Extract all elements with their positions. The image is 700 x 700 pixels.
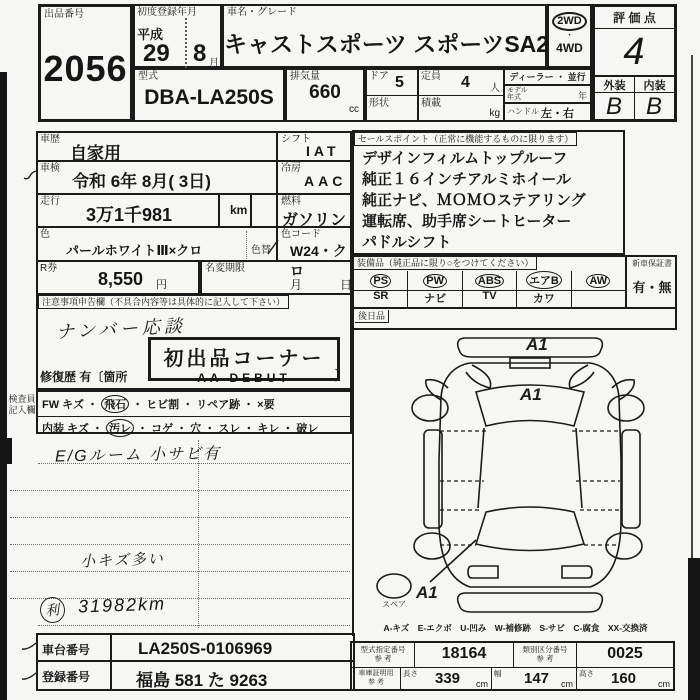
drive-4wd: 4WD: [556, 41, 583, 55]
interior-grade: B: [645, 93, 663, 120]
repair-history-label: 修復歴 有〔箇所: [40, 370, 128, 384]
ac-label: 冷房: [281, 163, 301, 174]
model-desig-value: 18164: [415, 643, 514, 667]
equip-abs-circled: ABS: [475, 274, 504, 288]
equipment-box: [352, 255, 677, 309]
scan-edge-left-blob: [0, 438, 12, 464]
inspector-label2: 記入欄: [8, 405, 36, 415]
sales-point-box: [352, 130, 625, 255]
model-year-cell: [505, 86, 592, 104]
fuel-value: ガソリン: [282, 212, 347, 229]
notice-label: 注意事項申告欄（不具合内容等は具体的に記入して下さい）: [38, 295, 289, 309]
sales-point-line: 純正ナビ、ＭＯＭＯステアリング: [362, 192, 586, 209]
drive-separator: ・: [564, 30, 574, 40]
model-year-label1: モデル: [507, 87, 528, 94]
width-label: 幅: [494, 669, 502, 678]
capacity-value: 4: [461, 74, 470, 91]
equip-ps-circled: PS: [370, 274, 391, 288]
history-label: 車歴: [40, 134, 60, 145]
handwritten-note-small-scratches: 小キズ多い: [79, 550, 166, 571]
damage-mark-rear-left: A1: [416, 583, 438, 602]
dealer-cell: [505, 68, 592, 86]
load-unit: kg: [489, 108, 500, 119]
handwritten-meter-reading: 31982km: [77, 593, 167, 617]
ac-value: AAC: [304, 173, 347, 189]
width-value: 147: [524, 670, 550, 687]
first-registration-box: [133, 4, 222, 68]
damage-legend: A-キズ E-エクボ U-凹み W-補修跡 S-サビ C-腐食 XX-交換済: [383, 623, 648, 633]
plate-number-row: [36, 662, 355, 691]
name-change-day: 日: [340, 278, 353, 292]
chassis-number-value: LA250S-0106969: [138, 639, 273, 658]
car-name-label: 車名・グレード: [227, 7, 297, 18]
spare-tire-label: スペア: [382, 600, 406, 609]
capacity-label: 定員: [421, 71, 441, 82]
equip-pw-circled: PW: [423, 274, 447, 288]
exterior-grade: B: [595, 93, 635, 122]
score-label: 評 価 点: [595, 7, 674, 29]
displacement-box: [285, 68, 365, 122]
mileage-value: 3万1千981: [86, 205, 173, 225]
inspection-row: [36, 162, 352, 195]
car-diagram-area: [352, 330, 677, 636]
auction-number-box: [38, 4, 133, 122]
aa-debut-box: [148, 337, 340, 385]
shape-cell: [365, 96, 419, 122]
sales-point-line: パドルシフト: [362, 234, 452, 251]
first-reg-month-suffix: 月: [209, 58, 219, 69]
color-label: 色: [40, 229, 50, 240]
era-label: 平成: [137, 27, 164, 42]
interior-row-post: ・ コゲ ・ 穴 ・ スレ ・ キレ ・ 破レ: [137, 423, 319, 435]
aa-debut-line2: AA DEBUT: [197, 371, 291, 385]
equip-aw-circled: AW: [586, 274, 610, 288]
score-box: [592, 4, 677, 122]
shift-label: シフト: [281, 134, 311, 145]
color-change-label: 色替: [251, 245, 271, 256]
mileage-label: 走行: [40, 196, 60, 207]
door-label: ドア: [369, 71, 389, 82]
damage-mark-front: A1: [526, 335, 548, 354]
fw-row-post: ・ ヒビ割 ・ リペア跡 ・ ×要: [132, 399, 275, 411]
pen-check-inspection: [22, 168, 38, 182]
warranty-label: 新車保証書: [632, 259, 672, 268]
equip-navi: ナビ: [408, 290, 462, 307]
color-code-label: 色コード: [281, 229, 321, 240]
load-label: 積載: [421, 98, 441, 109]
r-ticket-unit: 円: [156, 279, 167, 291]
fw-flying-stone-circled: 飛石: [101, 395, 129, 413]
displacement-unit: cc: [349, 104, 359, 115]
length-label: 長さ: [403, 669, 418, 678]
inspector-box: [36, 390, 352, 434]
interior-dirt-circled: 汚レ: [106, 419, 134, 437]
scan-edge-right: [688, 558, 700, 700]
handle-cell: [505, 104, 592, 122]
class-no-label1: 類別区分番号: [522, 645, 568, 654]
sales-point-label: セールスポイント（正常に機能するものに限ります）: [354, 132, 577, 146]
shape-label: 形状: [369, 98, 389, 109]
door-cell: [365, 68, 419, 96]
dealer-label: ディーラー ・ 並行: [509, 72, 586, 82]
inspector-label1: 検査員: [8, 394, 36, 404]
r-ticket-value: 8,550: [98, 269, 144, 289]
equipment-label: 装備品（純正品に限り○をつけてください）: [354, 257, 537, 270]
model-desig-label1: 型式指定番号: [360, 645, 406, 654]
auction-number-label: 出品番号: [44, 9, 84, 20]
color-code-value: W24・クロ: [290, 243, 347, 279]
chassis-number-label: 車台番号: [42, 643, 91, 657]
interior-label: 内装: [643, 80, 666, 92]
history-value: 自家用: [70, 144, 121, 163]
interior-row-pre: 内装 キズ ・: [42, 423, 103, 435]
model-code-box: [133, 68, 285, 122]
mileage-unit: km: [230, 203, 248, 217]
model-year-unit: 年: [577, 91, 587, 101]
history-row: [36, 131, 352, 162]
handle-value: 左・右: [541, 108, 574, 120]
fw-row-pre: FW キズ ・: [42, 399, 98, 411]
damage-mark-hood: A1: [520, 385, 542, 404]
height-value: 160: [611, 670, 637, 687]
sales-point-line: デザインフィルムトップルーフ: [362, 150, 568, 167]
sales-point-line: 純正１６インチアルミホイール: [362, 171, 572, 188]
first-reg-month: 8: [193, 40, 207, 67]
model-code-value: DBA-LA250S: [144, 86, 274, 109]
plate-number-value: 福島 581 た 9263: [136, 671, 268, 690]
score-value: 4: [623, 31, 646, 73]
month-cell-divider: [185, 18, 187, 68]
capacity-unit: 人: [490, 83, 500, 94]
capacity-cell: [419, 68, 505, 96]
notice-handwritten: ナンバー応談: [55, 315, 187, 343]
afterparts-box: [352, 309, 677, 330]
equip-tv: TV: [463, 290, 517, 307]
car-top-view-diagram: [354, 330, 679, 620]
notice-box: [36, 295, 352, 390]
repair-history-bracket: 〕: [334, 368, 348, 383]
mileage-row: [36, 195, 352, 228]
height-unit: cm: [658, 679, 670, 689]
class-no-value: 0025: [607, 645, 643, 662]
handle-label: ハンドル: [507, 107, 539, 116]
chassis-number-row: [36, 633, 355, 662]
model-code-label: 型式: [138, 71, 158, 82]
exterior-label: 外装: [595, 77, 635, 92]
height-label: 高さ: [579, 669, 594, 678]
inspector-label-col: [8, 394, 36, 416]
afterparts-label: 後日品: [355, 310, 389, 323]
sales-point-line: 運転席、助手席シートヒーター: [362, 213, 572, 230]
model-year-label2: 年式: [507, 94, 521, 101]
first-reg-year: 29: [143, 40, 170, 67]
displacement-label: 排気量: [290, 71, 320, 82]
length-value: 339: [435, 670, 461, 687]
name-change-month: 月: [290, 278, 303, 292]
class-no-label2: 参 考: [536, 654, 554, 663]
inspection-value: 令和 6年 8月( 3日): [72, 172, 211, 191]
garage-label2: 参 考: [368, 679, 384, 686]
auction-number: 2056: [43, 48, 128, 89]
scan-edge-left: [0, 72, 7, 700]
color-value: パールホワイトⅢ×クロ: [66, 243, 203, 258]
displacement-value: 660: [309, 82, 341, 103]
shift-value: IAT: [306, 143, 340, 159]
name-change-cell: [200, 262, 352, 295]
fuel-label: 燃料: [281, 196, 301, 207]
plate-number-label: 登録番号: [42, 670, 91, 684]
equip-sr: SR: [354, 290, 408, 307]
inspection-label: 車検: [40, 163, 60, 174]
model-desig-label2: 参 考: [374, 654, 392, 663]
handwritten-note-engine-rust: E/Gルーム 小サビ有: [54, 445, 222, 466]
equip-leather: カワ: [517, 290, 571, 307]
car-name-box: [222, 4, 550, 68]
load-cell: [419, 96, 505, 122]
aa-debut-line1: 初出品コーナー: [163, 348, 325, 370]
car-name-value: キャストスポーツ スポーツSA2: [224, 31, 550, 57]
warranty-value: 有・無: [632, 280, 672, 295]
spec-table: [350, 641, 675, 691]
first-registration-label: 初度登録年月: [137, 7, 197, 18]
r-ticket-label: R券: [40, 263, 58, 274]
drive-type-box: [547, 4, 592, 68]
garage-label1: 車庫証明用: [358, 670, 394, 677]
width-unit: cm: [561, 679, 573, 689]
door-value: 5: [395, 74, 404, 91]
r-ticket-cell: [36, 262, 200, 295]
equip-airbag-circled: エアB: [526, 271, 562, 289]
drive-2wd-circled: 2WD: [552, 12, 586, 31]
equip-blank: [572, 290, 625, 307]
handwritten-meter-circle-mark: 利: [39, 596, 67, 624]
length-unit: cm: [476, 679, 488, 689]
name-change-label: 名変期限: [205, 263, 245, 274]
